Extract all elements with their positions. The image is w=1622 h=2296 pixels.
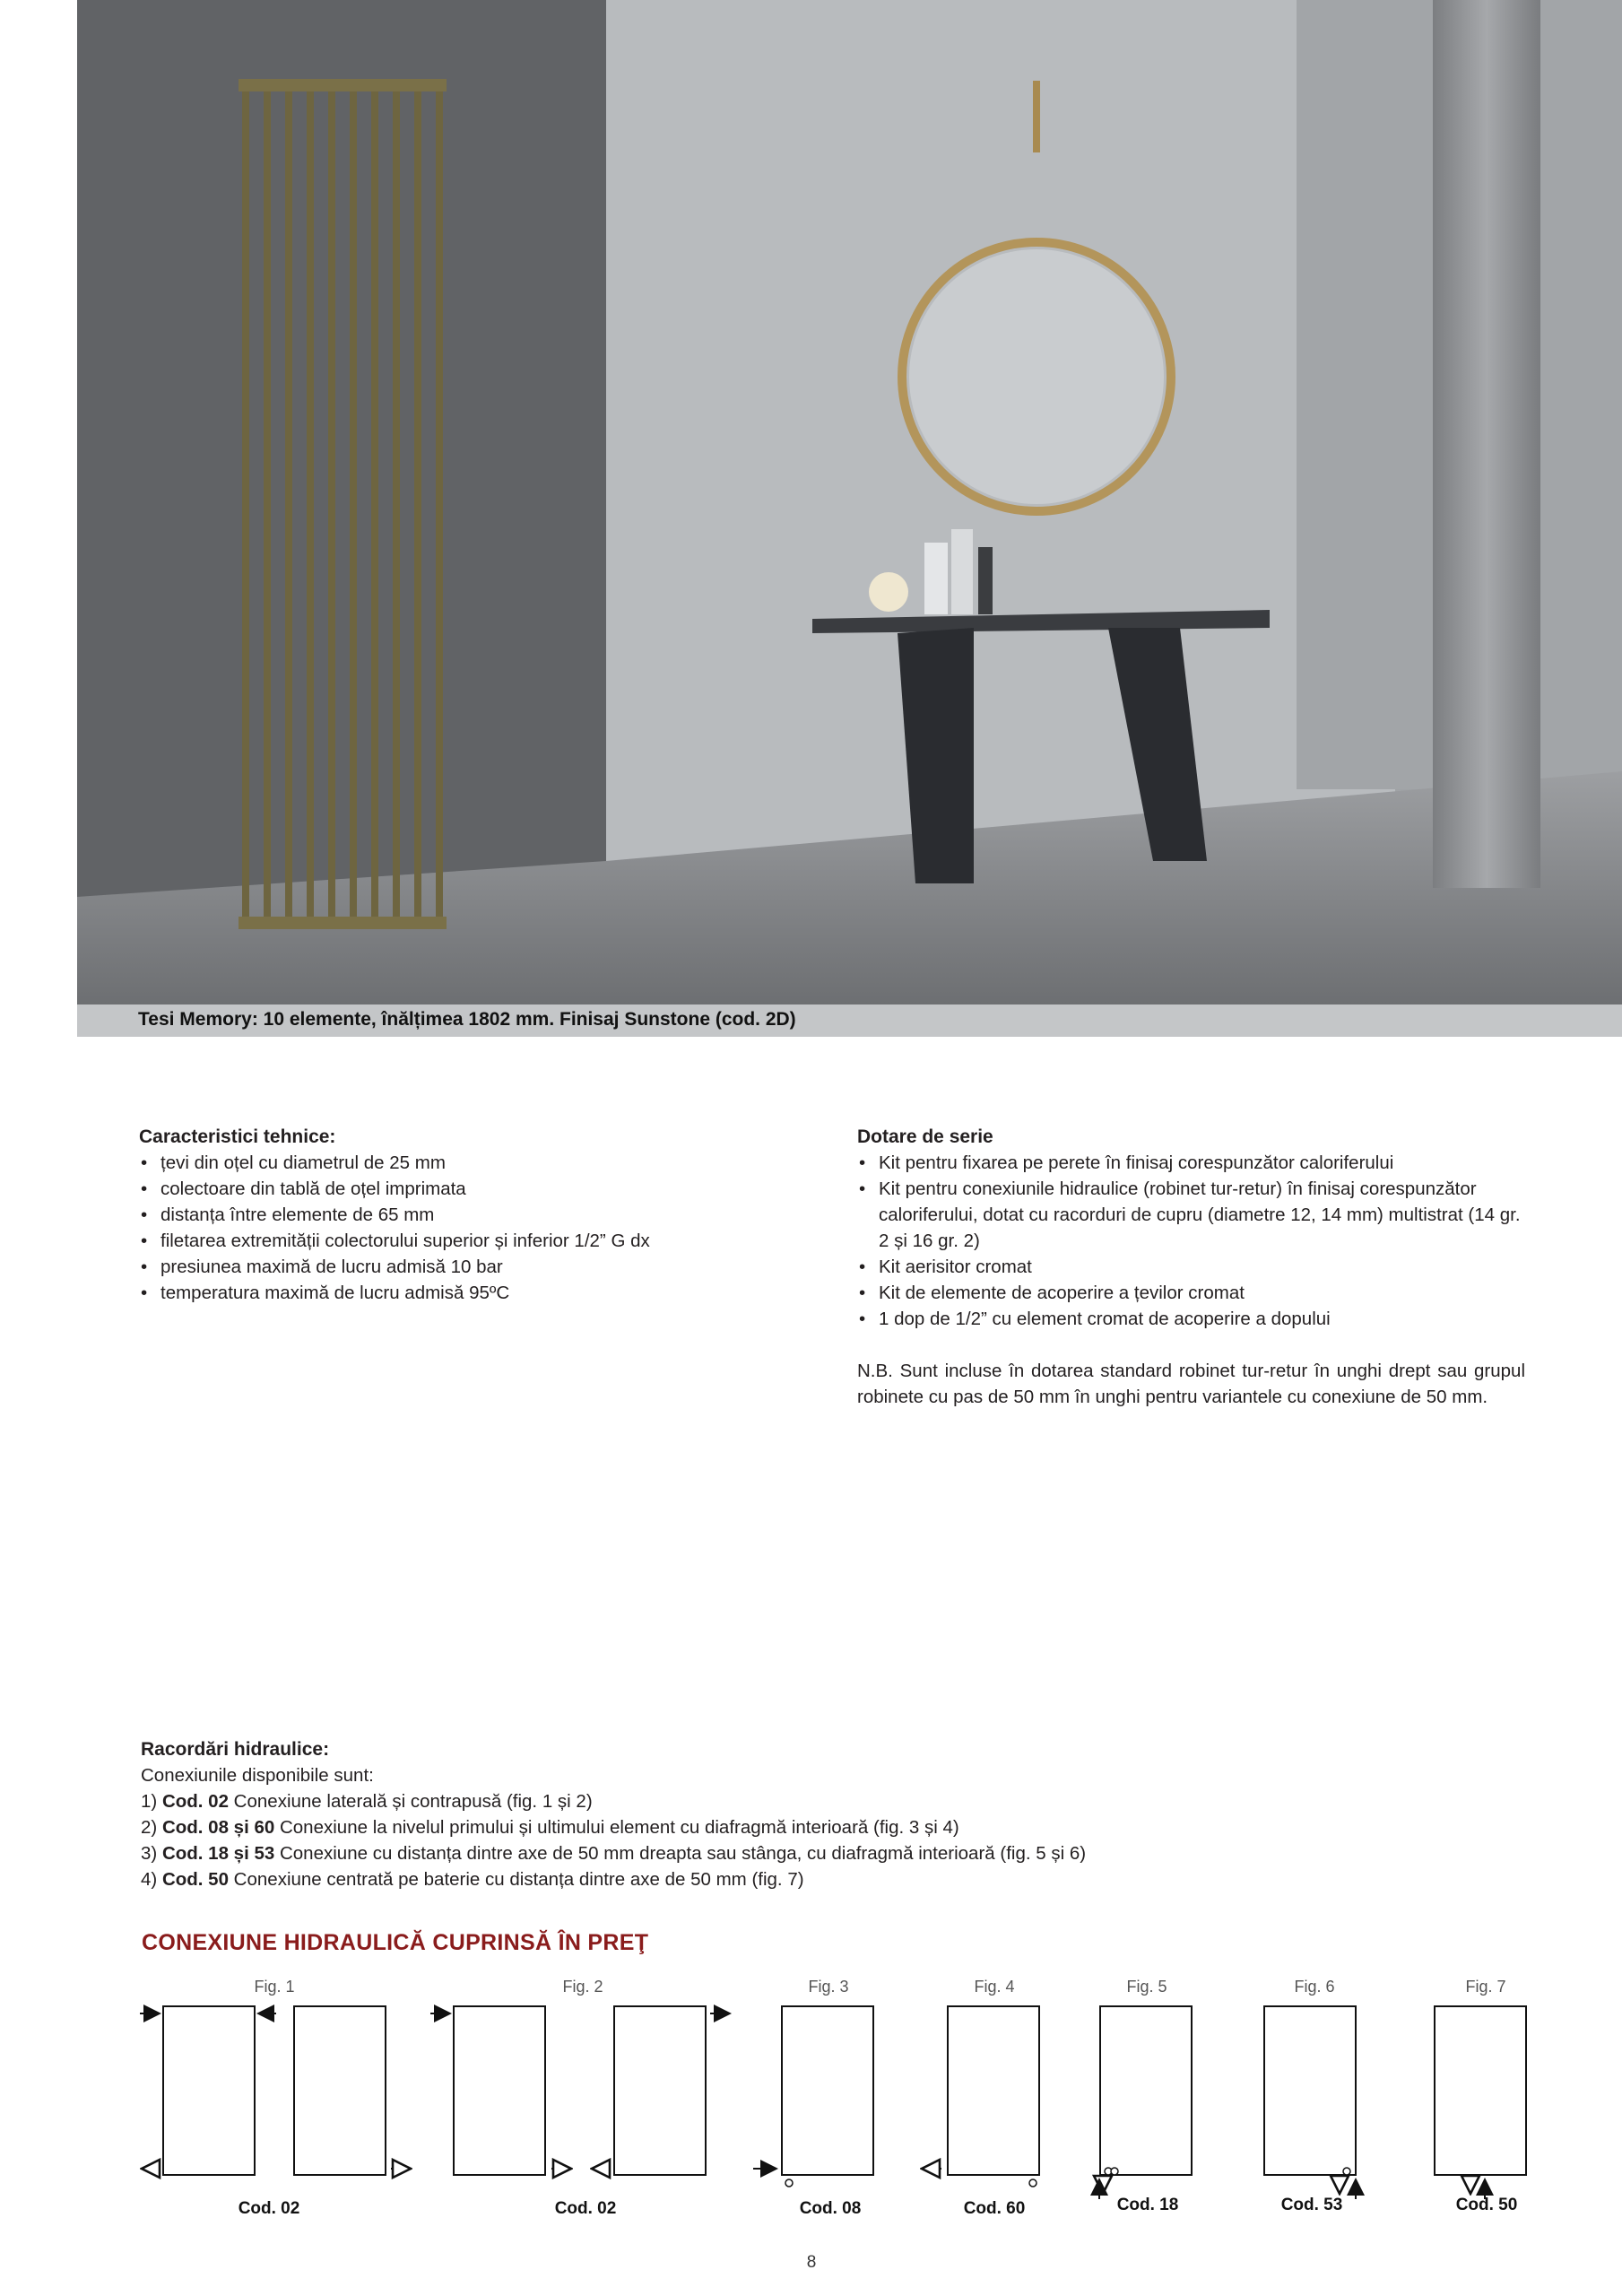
list-item: • colectoare din tablă de oțel imprimata [139,1176,767,1202]
fig-label: Fig. 1 [254,1978,295,1996]
line-code: Cod. 08 și 60 [161,1817,275,1838]
line-text: Conexiune centrată pe baterie cu distanța dintre axe de 50 mm (fig. 7) [228,1869,804,1890]
connections-intro: Conexiunile disponibile sunt: [141,1765,374,1786]
photo-caption: Tesi Memory: 10 elemente, înălțimea 1802 mm. Finisaj Sunstone (cod. 2D) [138,1009,796,1030]
line-code: Cod. 18 și 53 [161,1843,275,1864]
standard-note: N.B. Sunt incluse în dotarea standard robinet tur-retur în unghi drept sau grupul robinete cu pas de 50 mm în unghi pentru variantele cu conexiune de 50 mm. [857,1361,1525,1407]
fig-label: Fig. 3 [808,1978,849,1996]
line-code: Cod. 50 [161,1869,229,1890]
line-text: Conexiune la nivelul primului și ultimului element cu diafragmă interioară (fig. 3 și 4) [274,1817,959,1838]
line-number: 2) [141,1817,158,1838]
cod-label: Cod. 02 [238,2199,300,2218]
cod-label: Cod. 53 [1280,2196,1343,2214]
cod-label: Cod. 18 [1116,2196,1179,2214]
cod-label: Cod. 60 [963,2199,1026,2218]
list-item: • presiunea maximă de lucru admisă 10 bar [139,1254,767,1280]
list-item: • filetarea extremității colectorului superior și inferior 1/2” G dx [139,1228,767,1254]
fig-label: Fig. 6 [1294,1978,1335,1996]
list-item: • Kit de elemente de acoperire a țevilor cromat [857,1280,1525,1306]
list-item: • distanța între elemente de 65 mm [139,1202,767,1228]
line-number: 3) [141,1843,158,1864]
tech-title: Caracteristici tehnice: [139,1126,336,1147]
list-item: • 1 dop de 1/2” cu element cromat de acoperire a dopului [857,1306,1525,1332]
page-number: 8 [806,2253,817,2272]
section-title: CONEXIUNE HIDRAULICĂ CUPRINSĂ ÎN PREŢ [142,1930,649,1955]
line-text: Conexiune cu distanța dintre axe de 50 mm dreapta sau stânga, cu diafragmă interioară (fig. 5 și 6) [274,1843,1087,1864]
cod-label: Cod. 02 [554,2199,617,2218]
cod-label: Cod. 50 [1455,2196,1518,2214]
line-number: 4) [141,1869,158,1890]
cod-label: Cod. 08 [799,2199,862,2218]
connections-title: Racordări hidraulice: [141,1739,330,1760]
line-text: Conexiune laterală și contrapusă (fig. 1 și 2) [228,1791,593,1812]
fig-label: Fig. 2 [562,1978,603,1996]
list-item: • Kit pentru conexiunile hidraulice (robinet tur-retur) în finisaj corespunzător caloriferului, dotat cu racorduri de cupru (diametre 12, 14 mm) multistrat (14 gr. 2 și 16 gr. 2) [857,1176,1525,1254]
line-code: Cod. 02 [161,1791,229,1812]
list-item: • Kit aerisitor cromat [857,1254,1525,1280]
list-item: • țevi din oțel cu diametrul de 25 mm [139,1150,767,1176]
line-number: 1) [141,1791,158,1812]
fig-label: Fig. 7 [1465,1978,1506,1996]
fig-label: Fig. 4 [974,1978,1015,1996]
list-item: • Kit pentru fixarea pe perete în finisaj corespunzător caloriferului [857,1150,1525,1176]
list-item: • temperatura maximă de lucru admisă 95ºC [139,1280,767,1306]
fig-label: Fig. 5 [1126,1978,1167,1996]
standard-title: Dotare de serie [857,1126,993,1147]
